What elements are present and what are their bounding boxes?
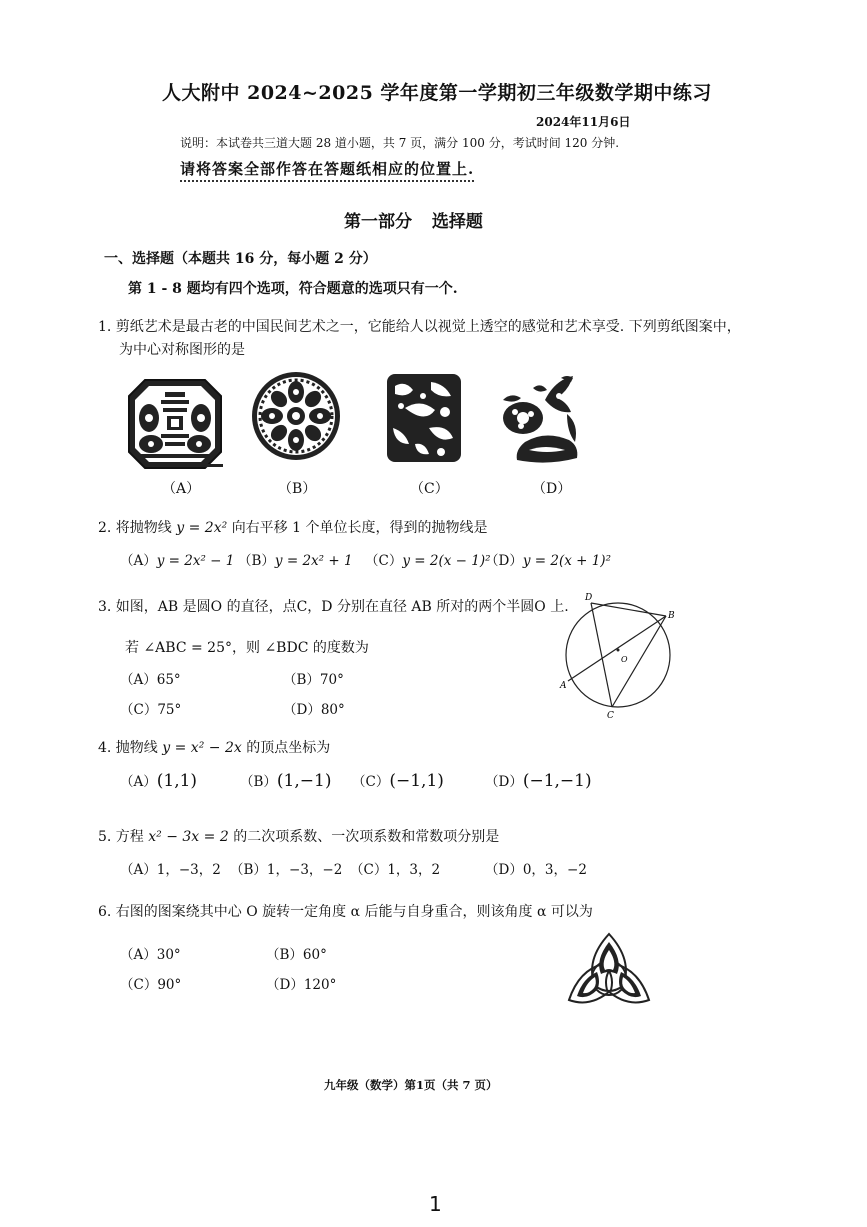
papercut-c-image [385, 372, 463, 464]
q6-option-c: （C）90° [120, 977, 182, 993]
section-heading: 一、选择题（本题共 16 分，每小题 2 分） [104, 251, 377, 267]
q2-formula: y = 2x² [176, 520, 228, 536]
q4-stem [98, 737, 330, 757]
page-title: 人大附中 2024~2025 学年度第一学期初三年级数学期中练习 [162, 82, 712, 104]
page-footer: 九年级（数学）第1页（共 7 页） [324, 1078, 498, 1092]
q4-stem-b: 的顶点坐标为 [246, 740, 331, 756]
q6-option-d: （D）120° [266, 977, 337, 993]
q6-option-b: （B）60° [266, 947, 327, 963]
papercut-a-image [127, 378, 223, 470]
q1-stem-line1: 1. 剪纸艺术是最古老的中国民间艺术之一，它能给人以视觉上透空的感觉和艺术享受. 下列剪纸图案中， [98, 319, 741, 335]
q2-option-b: （B）y = 2x² + 1 [238, 553, 353, 569]
q5-option-b: （B）1，−3，−2 [230, 862, 343, 878]
q5-option-d: （D）0，3，−2 [485, 862, 587, 878]
q3-option-b: （B）70° [283, 672, 344, 688]
q2-stem [98, 517, 488, 537]
section-note: 第 1 - 8 题均有四个选项，符合题意的选项只有一个. [128, 281, 458, 297]
q5-option-a: （A）1，−3，2 [120, 862, 221, 878]
q3-option-a: （A）65° [120, 672, 181, 688]
q1-stem-line2: 为中心对称图形的是 [119, 342, 245, 358]
papercut-d-image [495, 370, 585, 470]
q2-stem-a: 2. 将抛物线 [98, 520, 172, 536]
q6-triquetra-figure [563, 930, 655, 1012]
q1-label-d: （D） [532, 481, 572, 497]
q5-formula: x² − 3x = 2 [148, 829, 229, 845]
q3-condition: 若 ∠ABC = 25°，则 ∠BDC 的度数为 [125, 640, 369, 656]
q3-label-c: C [607, 711, 614, 721]
q2-stem-b: 向右平移 1 个单位长度，得到的抛物线是 [231, 520, 488, 536]
q2-option-a: （A）y = 2x² − 1 [120, 553, 235, 569]
q1-label-a: （A） [162, 481, 201, 497]
q2-option-c: （C）y = 2(x − 1)² [365, 553, 491, 569]
q4-formula: y = x² − 2x [162, 740, 242, 756]
papercut-b-image [250, 370, 342, 462]
q3-label-b: B [668, 611, 675, 621]
q1-label-c: （C） [410, 481, 449, 497]
q5-option-c: （C）1，3，2 [350, 862, 441, 878]
q6-stem: 6. 右图的图案绕其中心 O 旋转一定角度 α 后能与自身重合，则该角度 α 可以为 [98, 904, 593, 920]
part-title: 第一部分 选择题 [344, 212, 483, 232]
q1-label-b: （B） [278, 481, 317, 497]
q3-option-c: （C）75° [120, 702, 182, 718]
q4-option-c: （C）(−1,1) [352, 771, 444, 791]
q3-label-d: D [585, 593, 593, 603]
answer-note: 请将答案全部作答在答题纸相应的位置上. [180, 158, 474, 182]
q2-option-d: （D）y = 2(x + 1)² [485, 553, 611, 569]
q3-circle-figure [555, 588, 685, 723]
q5-stem [98, 826, 499, 846]
q3-label-a: A [560, 681, 567, 691]
q6-option-a: （A）30° [120, 947, 181, 963]
q4-option-a: （A）(1,1) [120, 771, 198, 791]
q3-label-o: O [621, 655, 628, 664]
q4-stem-a: 4. 抛物线 [98, 740, 158, 756]
q5-stem-a: 5. 方程 [98, 829, 144, 845]
exam-date: 2024年11月6日 [536, 115, 631, 129]
page-number: 1 [429, 1192, 442, 1216]
q3-option-d: （D）80° [283, 702, 345, 718]
q5-stem-b: 的二次项系数、一次项系数和常数项分别是 [233, 829, 500, 845]
q4-option-d: （D）(−1,−1) [485, 771, 592, 791]
q3-stem: 3. 如图，AB 是圆O 的直径，点C，D 分别在直径 AB 所对的两个半圆O 上. [98, 599, 569, 615]
instructions: 说明：本试卷共三道大题 28 道小题，共 7 页，满分 100 分，考试时间 120 分钟. [180, 136, 620, 150]
q4-option-b: （B）(1,−1) [240, 771, 332, 791]
